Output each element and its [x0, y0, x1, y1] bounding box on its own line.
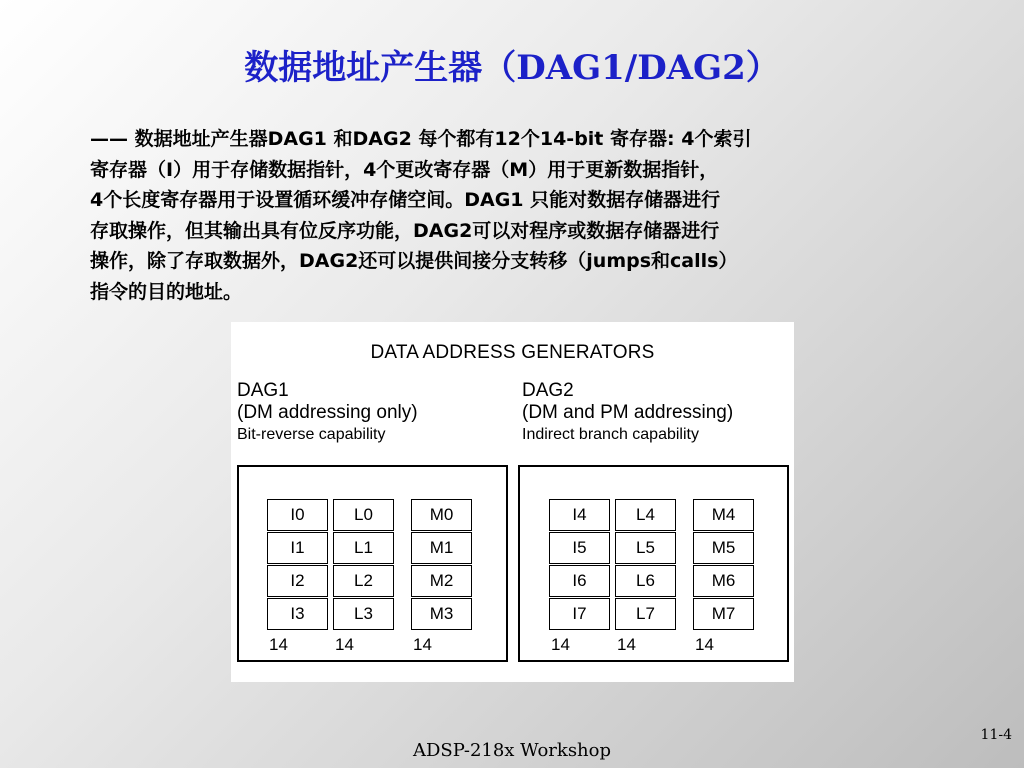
paragraph-line: 指令的目的地址。: [90, 280, 243, 303]
dag1-register-i1: I1: [267, 532, 328, 564]
dag2-name: DAG2: [522, 380, 574, 401]
dag-diagram: [231, 322, 794, 682]
dag1-register-l1: L1: [333, 532, 394, 564]
dag1-register-m2: M2: [411, 565, 472, 597]
dag2-capability: Indirect branch capability: [522, 426, 699, 443]
dag2-register-i7: I7: [549, 598, 610, 630]
dag1-register-i0: I0: [267, 499, 328, 531]
description-paragraph: [90, 124, 936, 307]
dag1-register-m1: M1: [411, 532, 472, 564]
dag1-register-i2: I2: [267, 565, 328, 597]
paragraph-line: 4个长度寄存器用于设置循环缓冲存储空间。DAG1 只能对数据存储器进行: [90, 189, 721, 211]
dag2-bit-width-label: 14: [551, 635, 570, 654]
dag2-register-m6: M6: [693, 565, 754, 597]
dag1-register-l3: L3: [333, 598, 394, 630]
dag2-bit-width-label: 14: [695, 635, 714, 654]
paragraph-line: 寄存器（I）用于存储数据指针，4个更改寄存器（M）用于更新数据指针，: [90, 158, 719, 181]
diagram-title: DATA ADDRESS GENERATORS: [370, 342, 655, 363]
dag1-register-m0: M0: [411, 499, 472, 531]
paragraph-line: —— 数据地址产生器DAG1 和DAG2 每个都有12个14-bit 寄存器: 4个索引: [90, 128, 752, 150]
paragraph-line: 存取操作，但其输出具有位反序功能，DAG2可以对程序或数据存储器进行: [90, 219, 720, 242]
dag1-bit-width-label: 14: [335, 635, 354, 654]
dag1-mode: (DM addressing only): [237, 402, 418, 423]
dag1-name: DAG1: [237, 380, 289, 401]
dag2-register-l7: L7: [615, 598, 676, 630]
slide-title: 数据地址产生器（DAG1/DAG2）: [244, 48, 780, 88]
dag2-register-i5: I5: [549, 532, 610, 564]
dag1-bit-width-label: 14: [413, 635, 432, 654]
dag1-register-l2: L2: [333, 565, 394, 597]
dag2-register-m4: M4: [693, 499, 754, 531]
dag2-register-i4: I4: [549, 499, 610, 531]
page-number: 11-4: [980, 727, 1012, 743]
dag1-capability: Bit-reverse capability: [237, 426, 386, 443]
footer-text: ADSP-218x Workshop: [412, 740, 612, 761]
dag2-register-l4: L4: [615, 499, 676, 531]
dag1-register-l0: L0: [333, 499, 394, 531]
dag2-bit-width-label: 14: [617, 635, 636, 654]
dag2-mode: (DM and PM addressing): [522, 402, 734, 423]
dag1-header: [237, 380, 418, 446]
dag2-register-l6: L6: [615, 565, 676, 597]
dag2-register-i6: I6: [549, 565, 610, 597]
dag2-register-m5: M5: [693, 532, 754, 564]
dag2-header: [522, 380, 733, 446]
dag2-register-m7: M7: [693, 598, 754, 630]
dag1-bit-width-label: 14: [269, 635, 288, 654]
dag1-register-m3: M3: [411, 598, 472, 630]
dag2-register-l5: L5: [615, 532, 676, 564]
paragraph-line: 操作，除了存取数据外，DAG2还可以提供间接分支转移（jumps和calls）: [90, 250, 738, 272]
dag1-register-i3: I3: [267, 598, 328, 630]
